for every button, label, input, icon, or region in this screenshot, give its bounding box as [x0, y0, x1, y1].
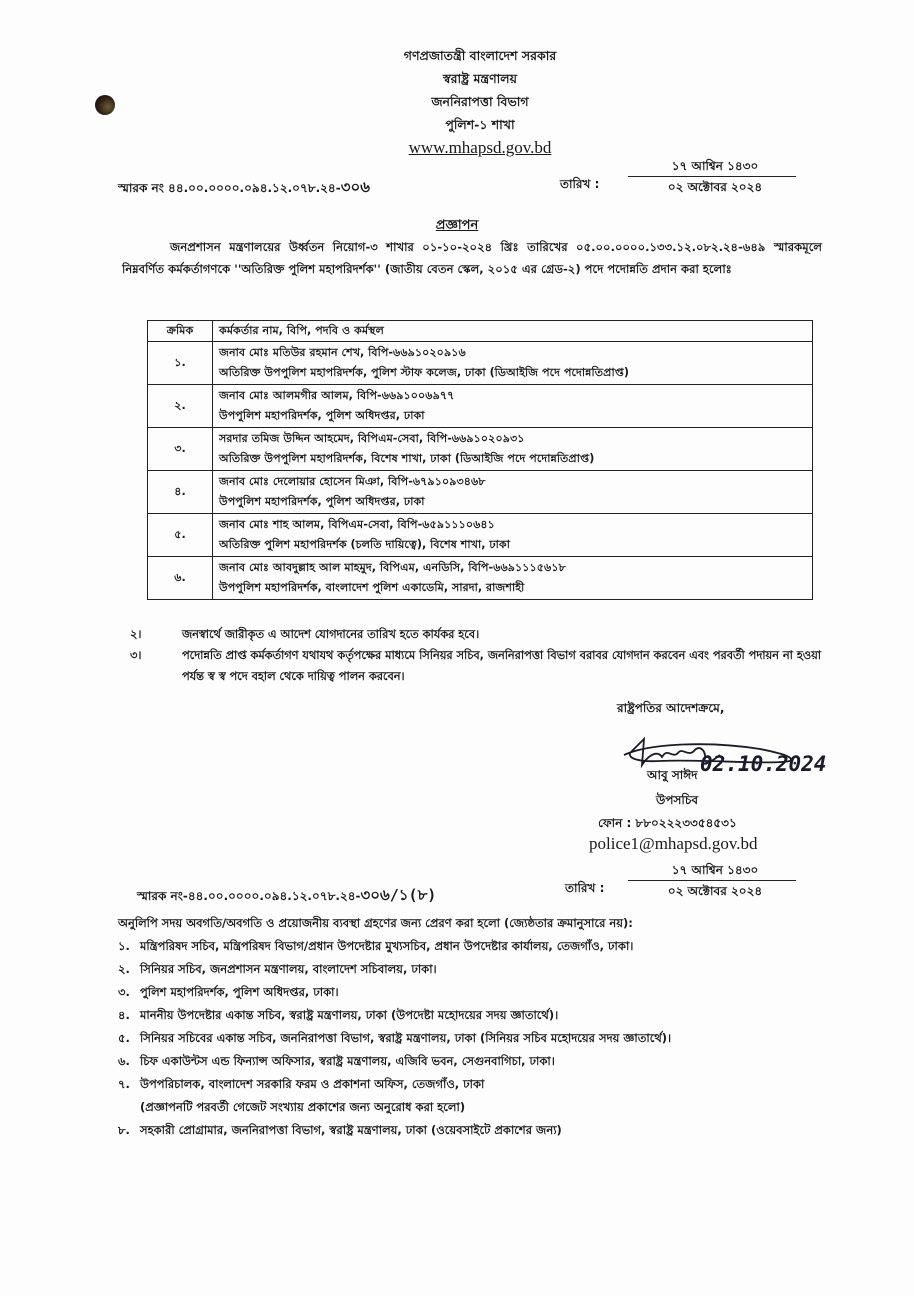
copy-item	[118, 1119, 818, 1142]
copy-item	[118, 981, 818, 1004]
website-link[interactable]: www.mhapsd.gov.bd	[408, 138, 552, 157]
copy-number: ৮.	[118, 1123, 130, 1137]
row-details	[213, 342, 813, 385]
govt-name: গণপ্রজাতন্ত্রী বাংলাদেশ সরকার	[403, 48, 557, 63]
copy-text: উপপরিচালক, বাংলাদেশ সরকারি ফরম ও প্রকাশনা অফিস, তেজগাঁও, ঢাকা	[140, 1077, 485, 1091]
signatory-name: আবু সাঈদ	[647, 768, 698, 782]
memo-label: স্মারক নং-৪৪.০০.০০০০.০৯৪.১২.০৭৮.২৪-	[137, 889, 361, 903]
memo-handwritten-number: ৩০৬/১(৮)	[360, 886, 437, 904]
row-serial: ২.	[148, 385, 213, 428]
row-serial: ৪.	[148, 471, 213, 514]
officer-post: অতিরিক্ত উপপুলিশ মহাপরিদর্শক, বিশেষ শাখা, ঢাকা (ডিআইজি পদে পদোন্নতিপ্রাপ্ত)	[219, 452, 595, 465]
col-details: কর্মকর্তার নাম, বিপি, পদবি ও কর্মস্থল	[213, 321, 813, 342]
copy-subtext: (প্রজ্ঞাপনটি পরবর্তী গেজেট সংখ্যায় প্রকাশের জন্য অনুরোধ করা হলো)	[140, 1100, 466, 1114]
copy-number: ৬.	[118, 1054, 130, 1068]
copy-item	[118, 1004, 818, 1027]
copy-text: চিফ একাউন্টস এন্ড ফিন্যান্স অফিসার, স্বরাষ্ট্র মন্ত্রণালয়, এজিবি ভবন, সেগুনবাগিচা, ঢাকা।	[140, 1054, 555, 1068]
copy-item	[118, 1050, 818, 1073]
officer-name: সরদার তমিজ উদ্দিন আহমেদ, বিপিএম-সেবা, বিপি-৬৬৯১০২০৯৩১	[219, 432, 525, 445]
table-header	[148, 321, 813, 342]
copy-text: মাননীয় উপদেষ্টার একান্ত সচিব, স্বরাষ্ট্র মন্ত্রণালয়, ঢাকা (উপদেষ্টা মহোদয়ের সদয় জ্ঞাতার্থে)।	[140, 1008, 559, 1022]
copy-text: মন্ত্রিপরিষদ সচিব, মন্ত্রিপরিষদ বিভাগ/প্রধান উপদেষ্টার মুখ্যসচিব, প্রধান উপদেষ্টার কার্যালয়, তেজগাঁও, ঢাকা।	[140, 939, 634, 953]
officer-post: উপপুলিশ মহাপরিদর্শক, বাংলাদেশ পুলিশ একাডেমি, সারদা, রাজশাহী	[219, 581, 525, 594]
officer-post: অতিরিক্ত উপপুলিশ মহাপরিদর্শক, পুলিশ স্টাফ কলেজ, ঢাকা (ডিআইজি পদে পদোন্নতিপ্রাপ্ত)	[219, 366, 630, 379]
officer-name: জনাব মোঃ দেলোয়ার হোসেন মিঞা, বিপি-৬৭৯১০৯৩৪৬৮	[219, 475, 486, 488]
table-row	[148, 428, 813, 471]
note-number: ২।	[130, 628, 142, 641]
row-details	[213, 385, 813, 428]
officer-name: জনাব মোঃ আলমগীর আলম, বিপি-৬৬৯১০০৬৯৭৭	[219, 389, 455, 402]
copy-item	[118, 1073, 818, 1096]
notes-list	[130, 624, 830, 687]
row-details	[213, 514, 813, 557]
punch-hole	[95, 95, 115, 115]
row-serial: ১.	[148, 342, 213, 385]
table-row	[148, 514, 813, 557]
row-details	[213, 557, 813, 600]
copy-text: পুলিশ মহাপরিদর্শক, পুলিশ অধিদপ্তর, ঢাকা।	[140, 985, 339, 999]
col-serial: ক্রমিক	[148, 321, 213, 342]
officer-name: জনাব মোঃ আবদুল্লাহ আল মাহমুদ, বিপিএম, এনডিসি, বিপি-৬৬৯১১১৫৬১৮	[219, 561, 566, 574]
copy-number: ৫.	[118, 1031, 130, 1045]
presidential-order: রাষ্ট্রপতির আদেশক্রমে,	[617, 701, 725, 715]
memo-handwritten-number: ৩০৬	[340, 178, 370, 196]
date-english: ০২ অক্টোবর ২০২৪	[667, 884, 763, 898]
table-row	[148, 557, 813, 600]
copy-item	[118, 935, 818, 958]
note-text: পদোন্নতি প্রাপ্ত কর্মকর্তাগণ যথাযথ কর্তৃপক্ষের মাধ্যমে সিনিয়র সচিব, জননিরাপত্তা বিভাগ বরাবর যোগদান করবেন এবং পরবর্তী পদায়ন না হওয়া পর্যন্ত স্ব স্ব পদে বহাল থেকে দায়িত্ব পালন করবেন।	[182, 649, 821, 683]
memo-number-1	[118, 176, 370, 201]
officer-post: উপপুলিশ মহাপরিদর্শক, পুলিশ অধিদপ্তর, ঢাকা	[219, 409, 425, 422]
division-name: জননিরাপত্তা বিভাগ	[431, 94, 529, 109]
copy-text: সিনিয়র সচিবের একান্ত সচিব, জননিরাপত্তা বিভাগ, স্বরাষ্ট্র মন্ত্রণালয়, ঢাকা (সিনিয়র সচিব মহোদয়ের সদয় জ্ঞাতার্থে)।	[140, 1031, 672, 1045]
row-details	[213, 471, 813, 514]
copy-number: ১.	[118, 939, 130, 953]
date-bangla: ১৭ আশ্বিন ১৪৩০	[671, 863, 759, 877]
document-title: প্রজ্ঞাপন	[435, 218, 479, 233]
officer-name: জনাব মোঃ মতিউর রহমান শেখ, বিপি-৬৬৯১০২০৯১৬	[219, 346, 466, 359]
date-bangla: ১৭ আশ্বিন ১৪৩০	[671, 159, 759, 173]
promotion-table	[147, 320, 813, 600]
copy-list	[118, 912, 818, 1142]
copy-number: ৭.	[118, 1077, 130, 1091]
row-serial: ৬.	[148, 557, 213, 600]
row-serial: ৩.	[148, 428, 213, 471]
copy-text: সিনিয়র সচিব, জনপ্রশাসন মন্ত্রণালয়, বাংলাদেশ সচিবালয়, ঢাকা।	[140, 962, 437, 976]
table-row	[148, 342, 813, 385]
copy-number: ২.	[118, 962, 130, 976]
date-divider	[628, 176, 796, 177]
memo-number-2	[137, 884, 436, 909]
copy-item	[118, 1027, 818, 1050]
note-text: জনস্বার্থে জারীকৃত এ আদেশ যোগদানের তারিখ হতে কার্যকর হবে।	[182, 628, 480, 641]
table-row	[148, 385, 813, 428]
email-address[interactable]: police1@mhapsd.gov.bd	[589, 834, 758, 853]
copy-item	[118, 958, 818, 981]
note-number: ৩।	[130, 649, 142, 662]
date-divider	[628, 880, 796, 881]
copy-text: সহকারী প্রোগ্রামার, জননিরাপত্তা বিভাগ, স্বরাষ্ট্র মন্ত্রণালয়, ঢাকা (ওয়েবসাইটে প্রকাশের জন্য)	[140, 1123, 562, 1137]
date-block-2	[565, 860, 825, 910]
letterhead	[330, 44, 630, 159]
copy-intro: অনুলিপি সদয় অবগতি/অবগতি ও প্রয়োজনীয় ব্যবস্থা গ্রহণের জন্য প্রেরণ করা হলো (জ্যেষ্ঠতার ক্রমানুসারে নয়):	[118, 916, 633, 930]
phone-number: ফোন : ৮৮০২২২৩৩৫৪৫৩১	[598, 816, 737, 830]
note-item	[130, 624, 830, 645]
signature-date: 02.10.2024	[700, 752, 827, 776]
ministry-name: স্বরাষ্ট্র মন্ত্রণালয়	[443, 71, 517, 86]
copy-number: ৪.	[118, 1008, 130, 1022]
intro-paragraph	[122, 236, 822, 280]
intro-text: জনপ্রশাসন মন্ত্রণালয়ের উর্ধ্বতন নিয়োগ-৩ শাখার ০১-১০-২০২৪ খ্রিঃ তারিখের ০৫.০০.০০০০.১৩৩.১২.০৮২.২৪-৬৪৯ স্মারকমূলে নিম্নবর্ণিত কর্মকর্তাগণকে ''অতিরিক্ত পুলিশ মহাপরিদর্শক'' (জাতীয় বেতন স্কেল, ২০১৫ এর গ্রেড-২) পদে পদোন্নতি প্রদান করা হলোঃ	[122, 240, 822, 276]
officer-post: উপপুলিশ মহাপরিদর্শক, পুলিশ অধিদপ্তর, ঢাকা	[219, 495, 425, 508]
date-label: তারিখ :	[565, 881, 605, 895]
row-serial: ৫.	[148, 514, 213, 557]
date-block-1	[560, 156, 820, 206]
copy-number: ৩.	[118, 985, 130, 999]
signatory-designation: উপসচিব	[656, 793, 699, 807]
date-label: তারিখ :	[560, 177, 600, 191]
memo-label: স্মারক নং ৪৪.০০.০০০০.০৯৪.১২.০৭৮.২৪-	[118, 181, 341, 195]
branch-name: পুলিশ-১ শাখা	[445, 117, 515, 132]
note-item	[130, 645, 830, 687]
officer-name: জনাব মোঃ শাহ আলম, বিপিএম-সেবা, বিপি-৬৫৯১১১০৬৪১	[219, 518, 495, 531]
copy-item-sub	[118, 1096, 818, 1119]
row-details	[213, 428, 813, 471]
date-english: ০২ অক্টোবর ২০২৪	[667, 180, 763, 194]
officer-post: অতিরিক্ত পুলিশ মহাপরিদর্শক (চলতি দায়িত্বে), বিশেষ শাখা, ঢাকা	[219, 538, 510, 551]
table-row	[148, 471, 813, 514]
